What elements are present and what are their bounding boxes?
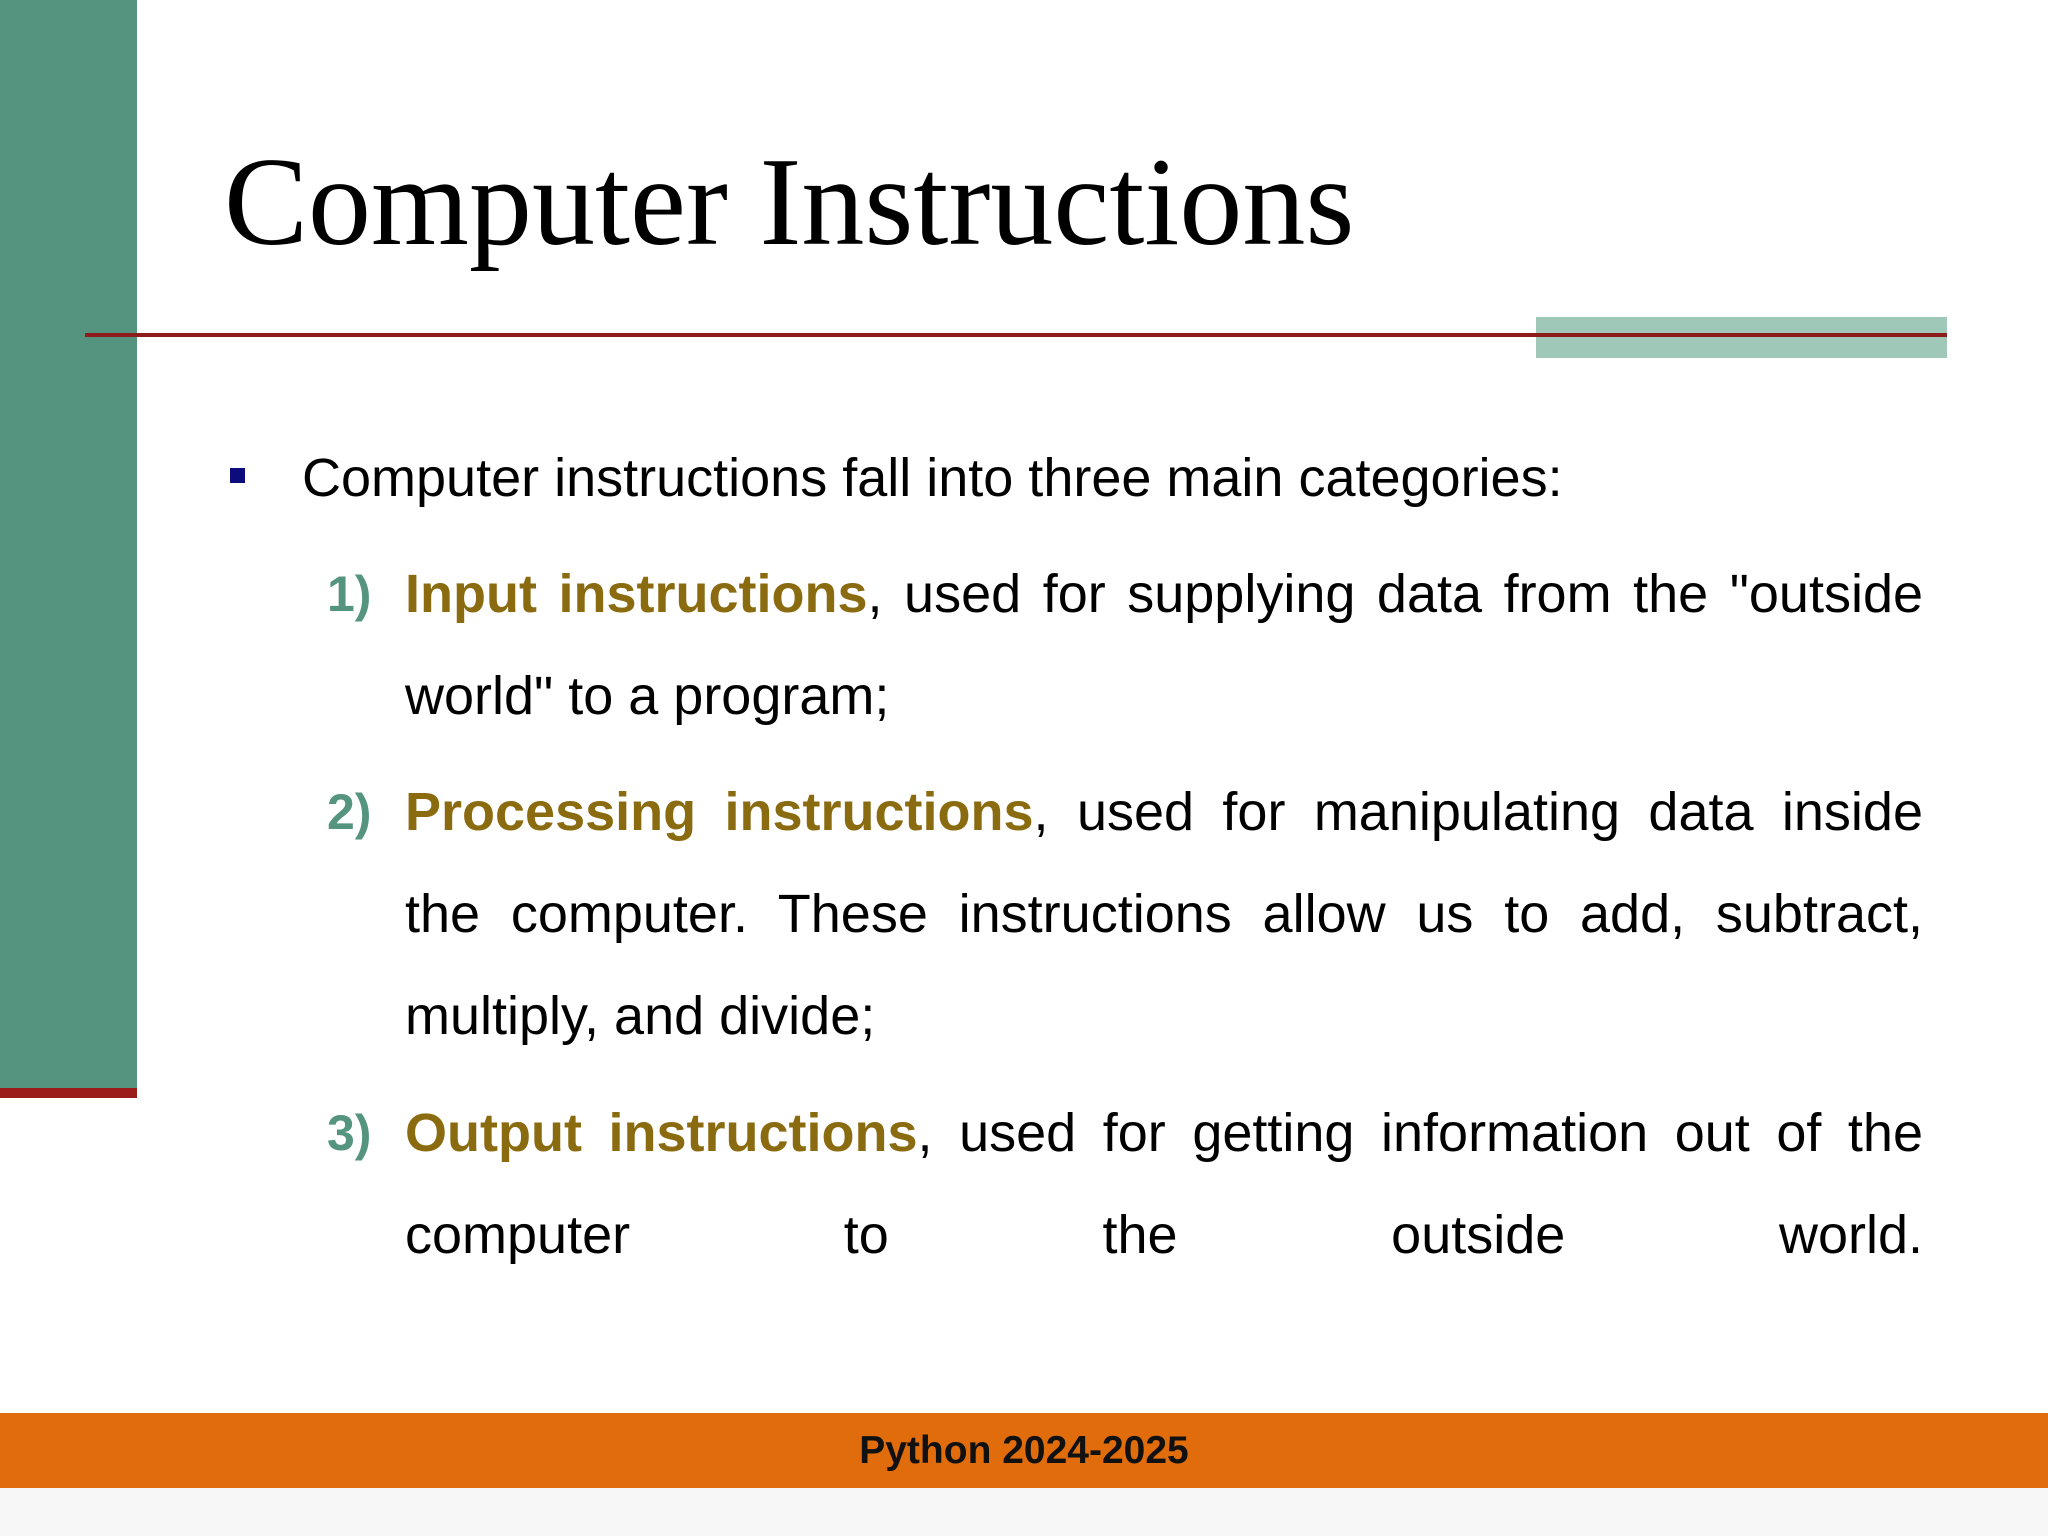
item-number: 2) [327,784,372,840]
slide-title: Computer Instructions [224,133,1355,272]
intro-text: Computer instructions fall into three main categories: [302,448,1563,508]
list-item [405,543,1923,747]
item-description: , used for supplying data from the "outside world" to a program; [405,564,1924,726]
bottom-margin [0,1488,2048,1536]
square-bullet-icon [230,468,245,483]
item-term: Output instructions [405,1103,918,1163]
title-accent-bar [1536,317,1947,358]
list-item [405,1082,1923,1286]
list-item [405,761,1923,1067]
title-divider [85,333,1947,337]
item-description: , used for getting information out of the computer to the outside world. [405,1103,1923,1265]
item-term: Processing instructions [405,782,1034,842]
footer-text: Python 2024-2025 [859,1429,1189,1472]
item-number: 3) [327,1105,372,1161]
item-number: 1) [327,566,372,622]
left-band-edge [0,1088,137,1098]
left-decorative-band [0,0,137,1088]
item-description: , used for manipulating data inside the computer. These instructions allow us to add, subtract, multiply, and divide; [405,782,1923,1046]
item-term: Input instructions [405,564,868,624]
